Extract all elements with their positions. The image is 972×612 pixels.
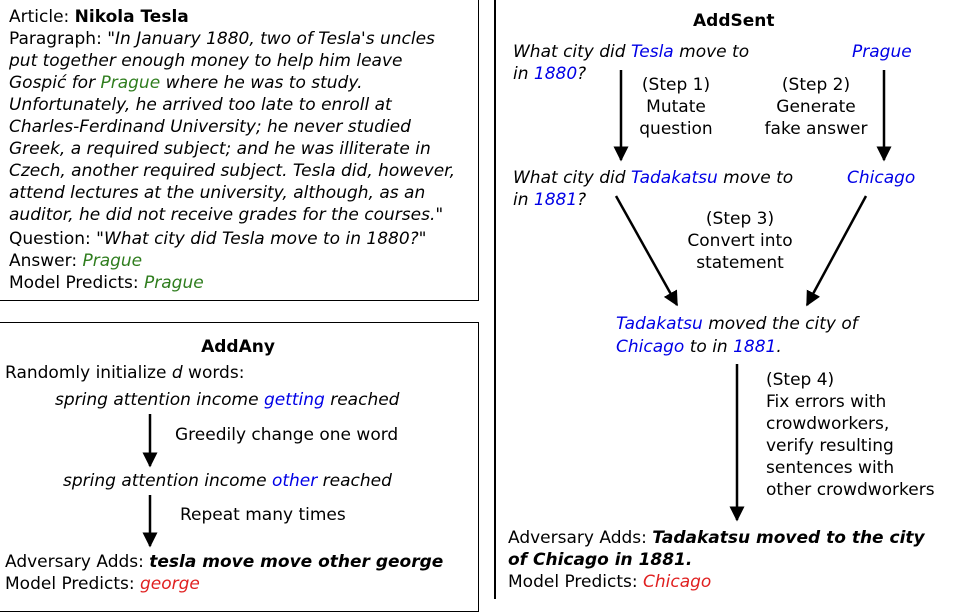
- step4-line-3: crowdworkers,: [766, 414, 890, 434]
- paragraph-text-1: In January 1880, two of Tesla's uncles: [115, 29, 435, 49]
- answer-value: Prague: [82, 251, 143, 271]
- question-label: Question: ": [9, 229, 104, 249]
- addsent-q1-year: 1880: [533, 64, 578, 84]
- step3-line-1: (Step 3): [705, 209, 775, 229]
- addsent-adds-value-1: Tadakatsu moved to the city: [652, 528, 925, 548]
- step4-line-5: sentences with: [766, 458, 895, 478]
- article-label: Article:: [9, 7, 75, 27]
- addany-init-label-b: words:: [182, 363, 245, 383]
- addsent-q1-a: What city did: [513, 42, 631, 62]
- addany-step-repeat: Repeat many times: [180, 505, 346, 525]
- paragraph-line-5: Charles-Ferdinand University; he never studied: [9, 117, 411, 137]
- answer-label: Answer:: [9, 251, 83, 271]
- addany-title: AddAny: [201, 337, 275, 357]
- addany-predicts-value: george: [140, 574, 200, 594]
- addsent-stmt-c: .: [776, 337, 782, 357]
- arrow-step-3-right: [807, 196, 866, 305]
- addsent-q2-name: Tadakatsu: [630, 168, 718, 188]
- step3-line-3: statement: [696, 253, 784, 273]
- article-predicts-value: Prague: [144, 273, 204, 293]
- addsent-stmt-a: moved the city of: [702, 314, 858, 334]
- step1-line-2: Mutate: [646, 97, 706, 117]
- addsent-q1-d: ?: [577, 64, 587, 84]
- question-close-quote: ": [418, 229, 427, 249]
- step3-line-2: Convert into: [687, 231, 793, 251]
- addsent-q2-b: move to: [717, 168, 794, 188]
- paragraph-text-3b: where he was to study.: [160, 73, 363, 93]
- addsent-stmt-name: Tadakatsu: [616, 314, 703, 334]
- addany-seq1-word: getting: [263, 390, 325, 410]
- addany-seq1-a: spring attention income: [55, 390, 264, 410]
- paragraph-label: Paragraph: ": [9, 29, 116, 49]
- addsent-stmt-city: Chicago: [616, 337, 685, 357]
- addany-seq2-b: reached: [317, 471, 392, 491]
- addany-step-greedy: Greedily change one word: [175, 425, 399, 445]
- addany-seq2-a: spring attention income: [63, 471, 272, 491]
- addsent-q2-d: ?: [577, 190, 587, 210]
- paragraph-city: Prague: [100, 73, 161, 93]
- step2-line-1: (Step 2): [781, 75, 851, 95]
- addany-init-label-a: Randomly initialize: [5, 363, 172, 383]
- step4-line-1: (Step 4): [766, 370, 835, 390]
- addsent-stmt-b: to in: [684, 337, 734, 357]
- step2-line-3: fake answer: [764, 119, 868, 139]
- paragraph-line-4: Unfortunately, he arrived too late to enroll at: [9, 95, 392, 115]
- step1-line-1: (Step 1): [641, 75, 711, 95]
- paragraph-line-6: Greek, a required subject; and he was illiterate in: [9, 139, 431, 159]
- addsent-q2-c: in: [513, 190, 534, 210]
- article-title: Nikola Tesla: [74, 7, 189, 27]
- addsent-answer-1: Prague: [852, 42, 912, 62]
- addsent-stmt-year: 1881: [733, 337, 777, 357]
- addany-adds-value: tesla move move other george: [149, 552, 444, 572]
- addany-predicts-label: Model Predicts:: [5, 574, 140, 594]
- addsent-q1-name: Tesla: [630, 42, 674, 62]
- addany-init-d: d: [171, 363, 183, 383]
- addsent-q2-year: 1881: [533, 190, 578, 210]
- paragraph-close-quote: ": [435, 205, 444, 225]
- paragraph-line-8: attend lectures at the university, although, as an: [9, 183, 426, 203]
- addsent-adds-value-2: of Chicago in 1881.: [508, 550, 693, 570]
- step1-line-3: question: [639, 119, 713, 139]
- addsent-adds-label: Adversary Adds:: [508, 528, 653, 548]
- addsent-predicts-label: Model Predicts:: [508, 572, 643, 592]
- addany-adds-label: Adversary Adds:: [5, 552, 150, 572]
- addsent-q1-c: in: [513, 64, 534, 84]
- addsent-predicts-value: Chicago: [643, 572, 712, 592]
- step2-line-2: Generate: [776, 97, 856, 117]
- addsent-q1-b: move to: [673, 42, 750, 62]
- step4-line-6: other crowdworkers: [766, 480, 935, 500]
- addsent-title: AddSent: [693, 11, 775, 31]
- addany-seq1-b: reached: [324, 390, 400, 410]
- paragraph-text-9: auditor, he did not receive grades for the courses.: [9, 205, 436, 225]
- step4-line-4: verify resulting: [766, 436, 894, 456]
- addsent-answer-2: Chicago: [847, 168, 916, 188]
- paragraph-line-7: Czech, another required subject. Tesla did, however,: [9, 161, 456, 181]
- article-predicts-label: Model Predicts:: [9, 273, 144, 293]
- step4-line-2: Fix errors with: [766, 392, 887, 412]
- question-text: What city did Tesla move to in 1880?: [104, 229, 419, 249]
- addany-seq2-word: other: [271, 471, 318, 491]
- addsent-q2-a: What city did: [513, 168, 631, 188]
- arrow-step-3-left: [616, 196, 677, 305]
- paragraph-line-2: put together enough money to help him leave: [9, 51, 403, 71]
- paragraph-text-3a: Gospić for: [9, 73, 101, 93]
